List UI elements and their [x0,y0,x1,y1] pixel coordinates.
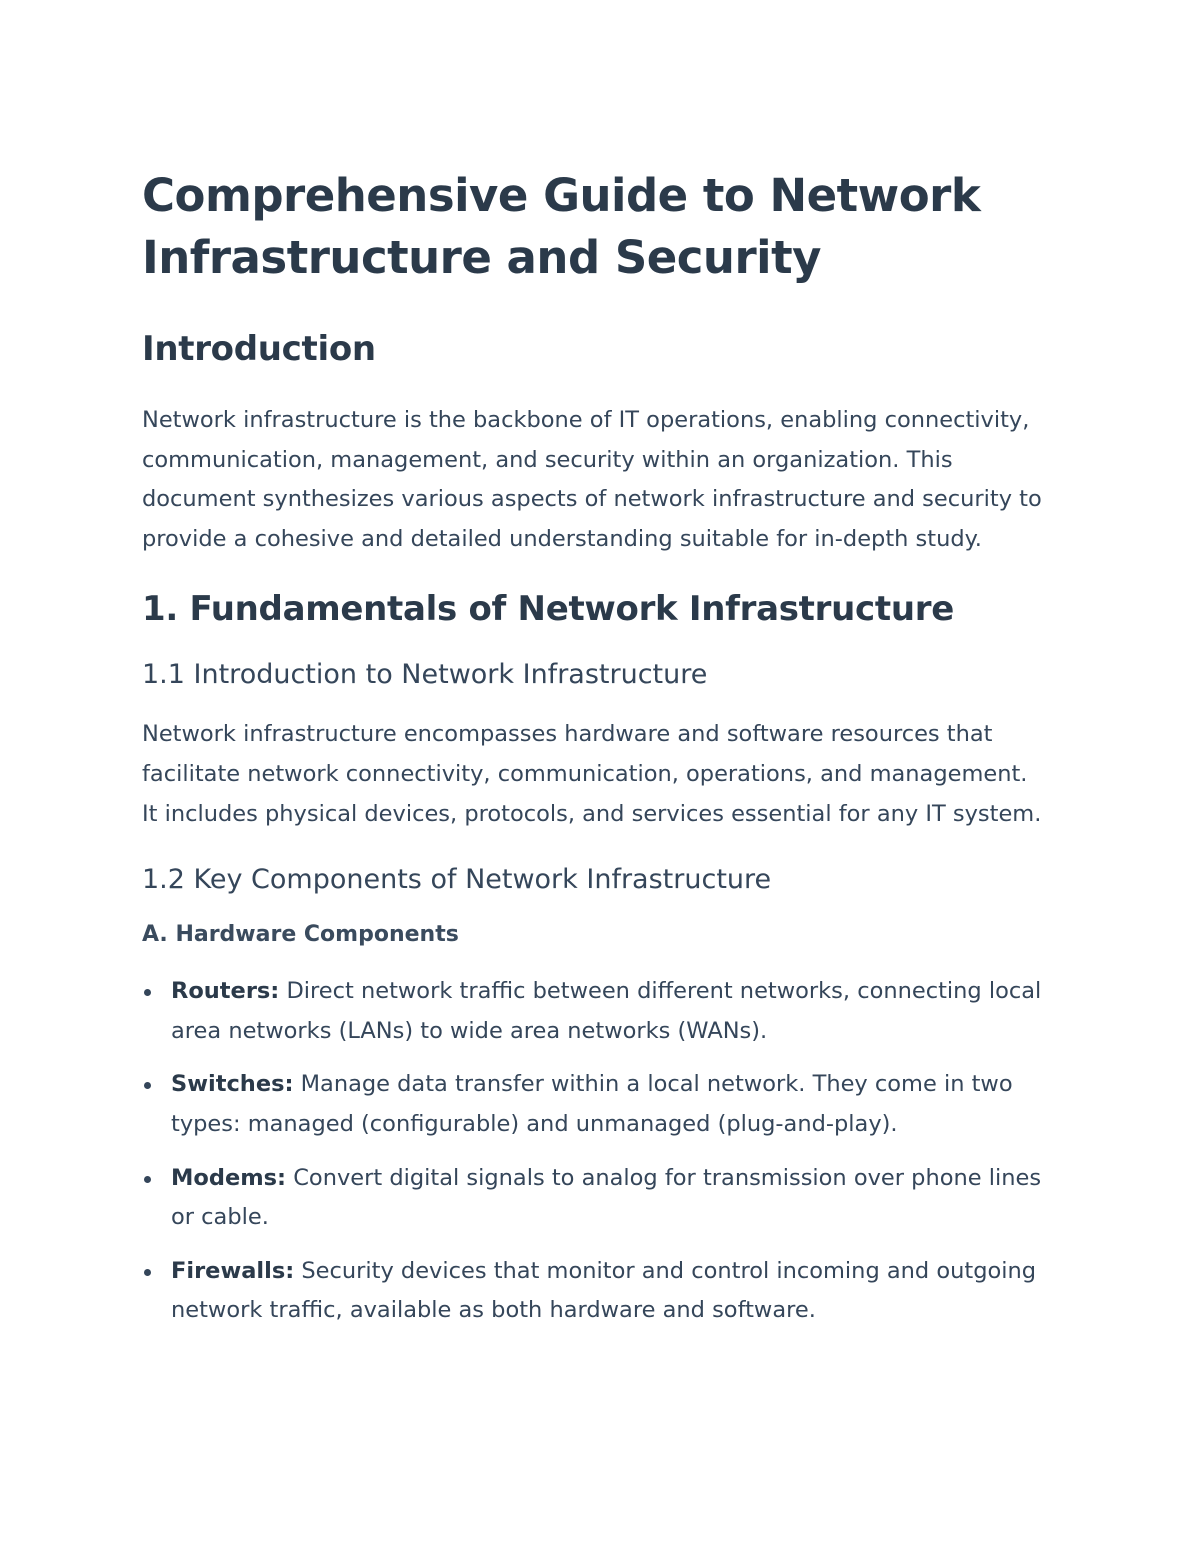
subsection-1-1-paragraph: Network infrastructure encompasses hardware and software resources that facilitate network connectivity, communication, operations, and management. It includes physical devices, protocols, and services essential for any IT system. [142,721,1042,827]
hardware-components-heading: A. Hardware Components [142,922,459,948]
list-item-text: Convert digital signals to analog for transmission over phone lines or cable. [171,1164,1042,1231]
list-item-term: Switches: [171,1071,294,1098]
document-title: Comprehensive Guide to Network Infrastructure and Security [142,169,981,284]
bullet-icon [144,1269,151,1276]
list-item-text: Security devices that monitor and control incoming and outgoing network traffic, available as both hardware and software. [171,1257,1037,1324]
list-item-routers [142,972,1050,1051]
bullet-icon [144,989,151,996]
subsection-1-1-heading: 1.1 Introduction to Network Infrastructure [142,659,708,691]
list-item-modems [142,1159,1050,1238]
introduction-paragraph: Network infrastructure is the backbone of IT operations, enabling connectivity, communication, management, and security within an organization. This document synthesizes various aspects of network infrastructure and security to provide a cohesive and detailed understanding suitable for in-depth study. [142,407,1042,552]
hardware-components-list [142,972,1050,1331]
list-item-switches [142,1065,1050,1144]
bullet-icon [144,1082,151,1089]
subsection-1-2-heading: 1.2 Key Components of Network Infrastructure [142,864,772,896]
list-item-text: Direct network traffic between different networks, connecting local area networks (LANs) to wide area networks (WANs). [171,978,1042,1044]
section-1-heading: 1. Fundamentals of Network Infrastructure [142,589,954,630]
list-item-term: Firewalls: [171,1257,295,1284]
list-item-term: Routers: [171,978,280,1005]
bullet-icon [144,1176,151,1183]
list-item-text: Manage data transfer within a local network. They come in two types: managed (configurable) and unmanaged (plug-and-play). [171,1071,1013,1137]
list-item-term: Modems: [171,1164,287,1191]
list-item-firewalls [142,1252,1050,1331]
introduction-heading: Introduction [142,329,376,369]
